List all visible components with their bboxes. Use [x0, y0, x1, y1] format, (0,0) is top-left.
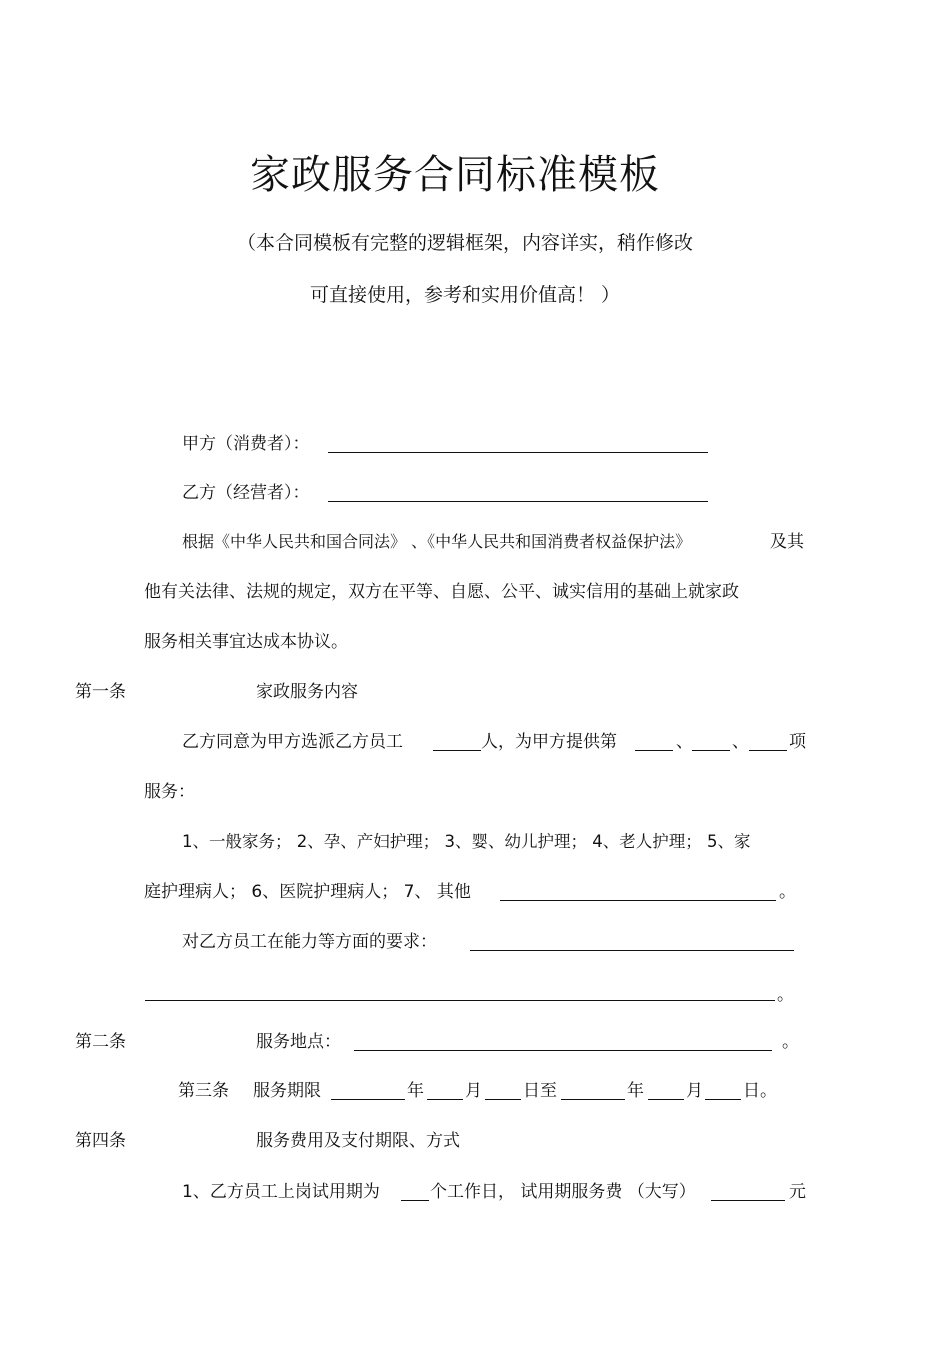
party-b-label: 乙方（经营者）： — [182, 483, 310, 503]
article1-heading: 家政服务内容 — [256, 682, 358, 702]
staff-count-blank[interactable] — [433, 750, 481, 751]
start-day-to-label: 日至 — [523, 1081, 557, 1101]
preamble-line1-end: 及其 — [770, 532, 804, 552]
article4-p1-c: 元 — [789, 1182, 806, 1202]
article3-number: 第三条 — [178, 1081, 229, 1101]
article1-number: 第一条 — [75, 682, 126, 702]
document-title: 家政服务合同标准模板 — [250, 152, 660, 198]
trial-days-blank[interactable] — [401, 1200, 429, 1201]
party-a-label: 甲方（消费者）： — [182, 434, 310, 454]
party-b-blank[interactable] — [328, 501, 708, 502]
start-day-blank[interactable] — [485, 1099, 521, 1100]
trial-fee-blank[interactable] — [711, 1200, 785, 1201]
article4-p1-a: 1、乙方员工上岗试用期为 — [182, 1182, 380, 1202]
party-a-blank[interactable] — [328, 452, 708, 453]
end-year-label: 年 — [627, 1081, 644, 1101]
article4-p1-b: 个工作日， 试用期服务费 （大写） — [430, 1182, 696, 1202]
separator-1: 、 — [676, 732, 693, 752]
start-month-label: 月 — [465, 1081, 482, 1101]
end-year-blank[interactable] — [561, 1099, 625, 1100]
preamble-line3: 服务相关事宜达成本协议。 — [144, 632, 348, 652]
article1-p1-line2: 服务： — [144, 782, 195, 802]
requirements-blank-2[interactable] — [145, 1000, 775, 1001]
article4-number: 第四条 — [75, 1131, 126, 1151]
separator-2: 、 — [732, 732, 749, 752]
start-year-label: 年 — [407, 1081, 424, 1101]
start-month-blank[interactable] — [427, 1099, 463, 1100]
article1-p1-a: 乙方同意为甲方选派乙方员工 — [182, 732, 403, 752]
preamble-line1: 根据《中华人民共和国合同法》 、《中华人民共和国消费者权益保护法》 — [182, 532, 692, 551]
article4-heading: 服务费用及支付期限、方式 — [256, 1131, 460, 1151]
requirements-label: 对乙方员工在能力等方面的要求： — [182, 932, 437, 952]
service-item-blank-3[interactable] — [749, 750, 787, 751]
requirements-blank-1[interactable] — [470, 950, 794, 951]
article2-end: 。 — [782, 1032, 799, 1052]
article1-p1-b: 人，为甲方提供第 — [481, 732, 617, 752]
service-location-label: 服务地点： — [256, 1032, 341, 1052]
article1-p1-c: 项 — [789, 732, 806, 752]
service-item-blank-2[interactable] — [692, 750, 730, 751]
service-location-blank[interactable] — [354, 1050, 772, 1051]
service-period-label: 服务期限 — [253, 1081, 321, 1101]
requirements-end: 。 — [777, 985, 794, 1005]
end-month-label: 月 — [686, 1081, 703, 1101]
end-day-blank[interactable] — [705, 1099, 741, 1100]
document-subtitle-line2: 可直接使用，参考和实用价值高！ ） — [309, 284, 621, 306]
service-items-end: 。 — [779, 882, 796, 902]
start-year-blank[interactable] — [331, 1099, 405, 1100]
other-service-blank[interactable] — [500, 900, 776, 901]
end-day-label: 日。 — [743, 1081, 777, 1101]
document-subtitle-line1: （本合同模板有完整的逻辑框架，内容详实，稍作修改 — [236, 232, 693, 254]
preamble-line2: 他有关法律、法规的规定，双方在平等、自愿、公平、诚实信用的基础上就家政 — [144, 582, 739, 602]
service-items-line2: 庭护理病人； 6、医院护理病人； 7、 其他 — [144, 882, 471, 902]
service-items-line1: 1、一般家务； 2、孕、产妇护理； 3、婴、幼儿护理； 4、老人护理； 5、家 — [182, 832, 751, 851]
end-month-blank[interactable] — [648, 1099, 684, 1100]
service-item-blank-1[interactable] — [635, 750, 673, 751]
article2-number: 第二条 — [75, 1032, 126, 1052]
